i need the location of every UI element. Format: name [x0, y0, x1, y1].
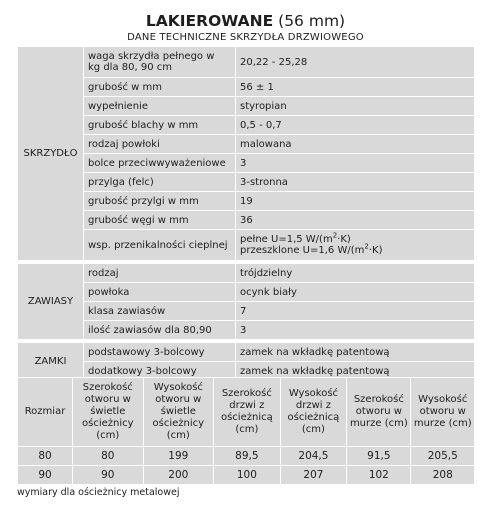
- row-label: dodatkowy 3-bolcowy: [84, 362, 236, 381]
- row-label: wypełnienie: [84, 97, 236, 116]
- table-cell: 208: [411, 466, 475, 485]
- table-row: [18, 154, 475, 173]
- table-row: [18, 97, 475, 116]
- row-value: 3-stronna: [236, 173, 475, 192]
- header-cell: Rozmiar: [18, 378, 73, 447]
- row-label: grubość przylgi w mm: [84, 192, 236, 211]
- table-row: [18, 47, 475, 78]
- header-cell: Szerokość drzwi z ościeżnicą (cm): [214, 378, 281, 447]
- table-cell: 205,5: [411, 447, 475, 466]
- table-cell: 199: [143, 447, 213, 466]
- header-cell: Wysokość otworu w murze (cm): [411, 378, 475, 447]
- row-label: waga skrzydła pełnego w kg dla 80, 90 cm: [84, 47, 236, 78]
- page-subtitle: DANE TECHNICZNE SKRZYDŁA DRZWIOWEGO: [127, 32, 364, 43]
- table-row: [18, 173, 475, 192]
- table-row: [18, 78, 475, 97]
- table-cell: 80: [73, 447, 144, 466]
- spec-table: [17, 46, 475, 381]
- section-zawiasy: ZAWIASY: [18, 264, 84, 340]
- row-label: ilość zawiasów dla 80,90: [84, 321, 236, 340]
- table-row: [18, 302, 475, 321]
- footnote: wymiary dla ościeżnicy metalowej: [17, 487, 180, 498]
- dimensions-header-row: [18, 378, 475, 447]
- table-cell: 102: [347, 466, 411, 485]
- row-label: grubość blachy w mm: [84, 116, 236, 135]
- row-label: rodzaj powłoki: [84, 135, 236, 154]
- row-label: grubość w mm: [84, 78, 236, 97]
- table-row: [18, 116, 475, 135]
- table-cell: 200: [143, 466, 213, 485]
- row-value: trójdzielny: [236, 264, 475, 283]
- row-value: ocynk biały: [236, 283, 475, 302]
- table-cell: 90: [73, 466, 144, 485]
- row-label: bolce przeciwwyważeniowe: [84, 154, 236, 173]
- row-value: malowana: [236, 135, 475, 154]
- row-value: 36: [236, 211, 475, 230]
- table-row: [18, 447, 475, 466]
- table-cell: 207: [280, 466, 347, 485]
- row-value: zamek na wkładkę patentową: [236, 343, 475, 362]
- header-cell: Szerokość otworu w murze (cm): [347, 378, 411, 447]
- table-row: [18, 321, 475, 340]
- table-cell: 100: [214, 466, 281, 485]
- table-cell: 80: [18, 447, 73, 466]
- table-row: [18, 192, 475, 211]
- value-line-full: pełne U=1,5 $W/(m^2\cdot K)$: [240, 231, 351, 245]
- header-cell: Wysokość otworu w świetle ościeżnicy (cm): [143, 378, 213, 447]
- section-skrzydlo: SKRZYDŁO: [18, 47, 84, 261]
- row-value: 3: [236, 154, 475, 173]
- row-value: 20,22 - 25,28: [236, 47, 475, 78]
- row-label: wsp. przenikalności cieplnej: [84, 230, 236, 261]
- row-label: podstawowy 3-bolcowy: [84, 343, 236, 362]
- row-label: rodzaj: [84, 264, 236, 283]
- row-value: 7: [236, 302, 475, 321]
- section-zamki: ZAMKI: [18, 343, 84, 381]
- table-cell: 89,5: [214, 447, 281, 466]
- row-value: 3: [236, 321, 475, 340]
- table-row: [18, 264, 475, 283]
- row-value: [236, 230, 475, 261]
- table-row: [18, 343, 475, 362]
- row-value: zamek na wkładkę patentową: [236, 362, 475, 381]
- dimensions-table: [17, 377, 475, 485]
- table-row: [18, 211, 475, 230]
- row-value: 0,5 - 0,7: [236, 116, 475, 135]
- row-value: 19: [236, 192, 475, 211]
- table-row: [18, 135, 475, 154]
- table-row: [18, 283, 475, 302]
- table-cell: 91,5: [347, 447, 411, 466]
- table-row: [18, 466, 475, 485]
- row-label: klasa zawiasów: [84, 302, 236, 321]
- row-label: powłoka: [84, 283, 236, 302]
- row-value: styropian: [236, 97, 475, 116]
- row-label: grubość węgi w mm: [84, 211, 236, 230]
- header-cell: Szerokość otworu w świetle ościeżnicy (cm): [73, 378, 144, 447]
- row-value: 56 ± 1: [236, 78, 475, 97]
- header-cell: Wysokość drzwi z ościeżnicą (cm): [280, 378, 347, 447]
- row-label: przylga (felc): [84, 173, 236, 192]
- table-cell: 90: [18, 466, 73, 485]
- value-line-glazed: przeszklone U=1,6 $W/(m^2\cdot K)$: [240, 242, 383, 256]
- table-cell: 204,5: [280, 447, 347, 466]
- table-row: [18, 230, 475, 261]
- page-title: LAKIEROWANE (56 mm): [145, 12, 346, 30]
